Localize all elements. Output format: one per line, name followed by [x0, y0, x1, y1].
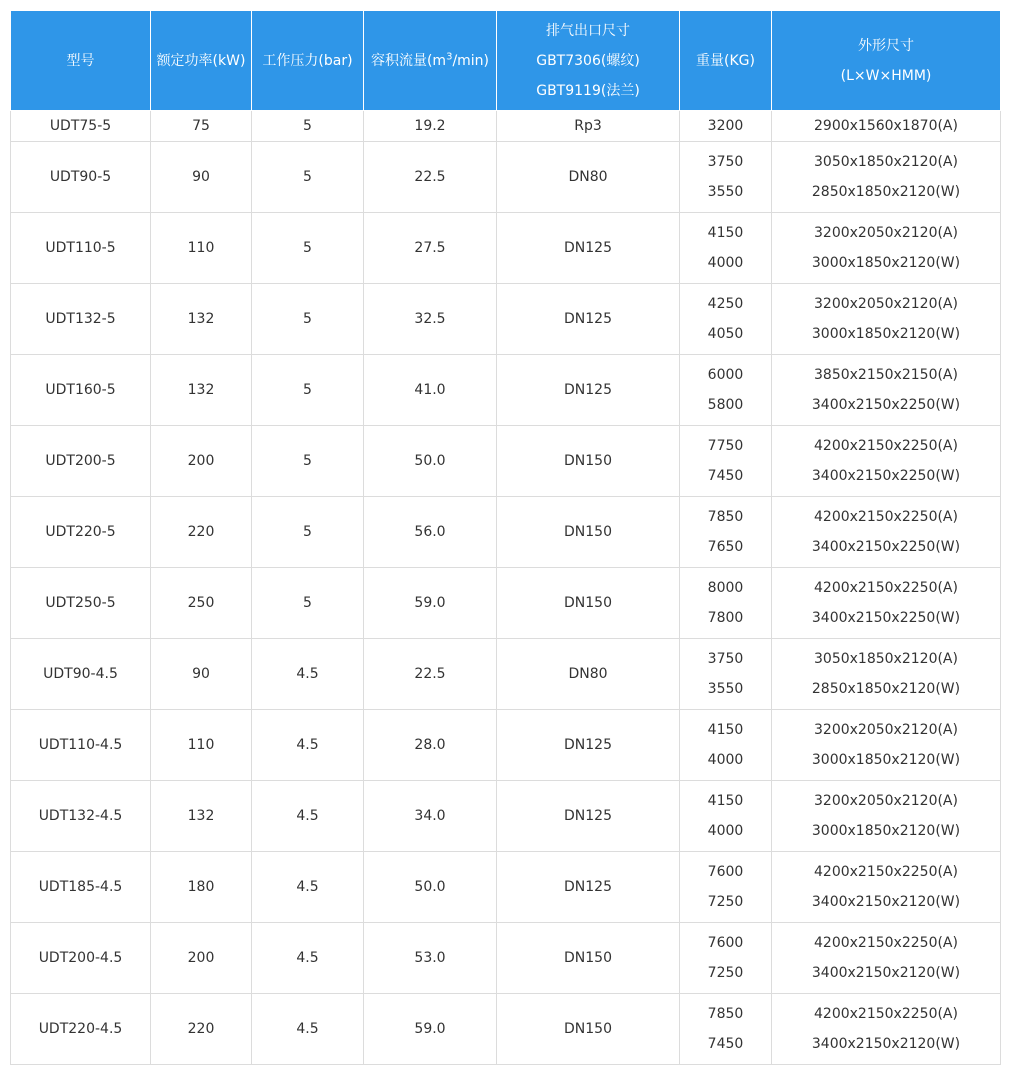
dims-line: 3050x1850x2120(A) [814, 154, 958, 170]
cell-power: 75 [151, 111, 252, 142]
cell-pressure: 4.5 [252, 994, 364, 1065]
weight-line: 7650 [707, 539, 744, 555]
weight-line: 8000 [707, 580, 744, 596]
table-row [11, 639, 1001, 710]
dims-line: 3400x2150x2120(W) [811, 1036, 961, 1052]
cell-weight [680, 497, 772, 568]
weight-line: 5800 [707, 397, 744, 413]
cell-flow: 50.0 [364, 426, 497, 497]
weight-line: 3750 [707, 154, 744, 170]
cell-weight [680, 568, 772, 639]
weight-line: 7800 [707, 610, 744, 626]
cell-model: UDT75-5 [11, 111, 151, 142]
dims-line: 3200x2050x2120(A) [814, 225, 958, 241]
cell-power: 220 [151, 497, 252, 568]
dims-line: 4200x2150x2250(A) [814, 935, 958, 951]
dims-line: 4200x2150x2250(A) [814, 580, 958, 596]
weight-line: 3200 [707, 118, 744, 134]
table-row [11, 213, 1001, 284]
cell-model: UDT250-5 [11, 568, 151, 639]
dims-line: 4200x2150x2250(A) [814, 1006, 958, 1022]
table-row [11, 994, 1001, 1065]
cell-dims [772, 213, 1001, 284]
cell-power: 200 [151, 923, 252, 994]
dims-line: 3000x1850x2120(W) [811, 823, 961, 839]
cell-pressure: 4.5 [252, 781, 364, 852]
dims-line: 2900x1560x1870(A) [814, 118, 958, 134]
cell-model: UDT160-5 [11, 355, 151, 426]
weight-line: 7600 [707, 864, 744, 880]
cell-flow: 22.5 [364, 142, 497, 213]
cell-power: 110 [151, 710, 252, 781]
table-row [11, 142, 1001, 213]
dims-line: 3400x2150x2250(W) [811, 539, 961, 555]
dims-line: 3400x2150x2250(W) [811, 397, 961, 413]
cell-power: 90 [151, 142, 252, 213]
table-row [11, 781, 1001, 852]
table-row [11, 710, 1001, 781]
cell-weight [680, 142, 772, 213]
cell-outlet: DN150 [497, 568, 680, 639]
cell-power: 110 [151, 213, 252, 284]
cell-pressure: 4.5 [252, 852, 364, 923]
spec-table [10, 10, 1001, 1065]
cell-outlet: DN125 [497, 852, 680, 923]
cell-weight [680, 781, 772, 852]
cell-flow: 28.0 [364, 710, 497, 781]
cell-power: 200 [151, 426, 252, 497]
table-row [11, 355, 1001, 426]
header-outlet-line3: GBT9119(法兰) [536, 82, 640, 99]
cell-flow: 53.0 [364, 923, 497, 994]
cell-weight [680, 923, 772, 994]
cell-weight [680, 284, 772, 355]
cell-pressure: 5 [252, 111, 364, 142]
cell-flow: 27.5 [364, 213, 497, 284]
table-row [11, 923, 1001, 994]
weight-line: 4050 [707, 326, 744, 342]
cell-pressure: 4.5 [252, 639, 364, 710]
header-row [11, 11, 1001, 111]
cell-power: 220 [151, 994, 252, 1065]
header-weight: 重量(KG) [680, 11, 772, 111]
table-row [11, 284, 1001, 355]
cell-model: UDT132-4.5 [11, 781, 151, 852]
cell-weight [680, 994, 772, 1065]
header-dims-line1: 外形尺寸 [858, 37, 914, 54]
cell-dims [772, 284, 1001, 355]
weight-line: 7750 [707, 438, 744, 454]
cell-flow: 19.2 [364, 111, 497, 142]
cell-outlet: DN125 [497, 213, 680, 284]
weight-line: 3550 [707, 184, 744, 200]
header-flow [364, 11, 497, 111]
cell-flow: 59.0 [364, 568, 497, 639]
cell-pressure: 5 [252, 213, 364, 284]
cell-flow: 34.0 [364, 781, 497, 852]
cell-model: UDT110-5 [11, 213, 151, 284]
cell-model: UDT200-5 [11, 426, 151, 497]
cell-dims [772, 497, 1001, 568]
dims-line: 3000x1850x2120(W) [811, 752, 961, 768]
cell-weight [680, 852, 772, 923]
cell-weight [680, 710, 772, 781]
weight-line: 4150 [707, 793, 744, 809]
cell-flow: 56.0 [364, 497, 497, 568]
dims-line: 3200x2050x2120(A) [814, 296, 958, 312]
weight-line: 7250 [707, 965, 744, 981]
cell-outlet: DN125 [497, 355, 680, 426]
header-outlet-line1: 排气出口尺寸 [546, 22, 630, 39]
cell-outlet: DN150 [497, 994, 680, 1065]
cell-flow: 22.5 [364, 639, 497, 710]
cell-model: UDT90-5 [11, 142, 151, 213]
weight-line: 7600 [707, 935, 744, 951]
cell-dims [772, 923, 1001, 994]
dims-line: 4200x2150x2250(A) [814, 438, 958, 454]
header-outlet-line2: GBT7306(螺纹) [536, 52, 640, 69]
cell-dims [772, 426, 1001, 497]
dims-line: 4200x2150x2250(A) [814, 864, 958, 880]
weight-line: 4000 [707, 823, 744, 839]
cell-model: UDT220-4.5 [11, 994, 151, 1065]
header-dims [772, 11, 1001, 111]
cell-weight [680, 355, 772, 426]
cell-weight [680, 426, 772, 497]
cell-power: 132 [151, 781, 252, 852]
cell-power: 132 [151, 284, 252, 355]
cell-weight [680, 111, 772, 142]
cell-power: 180 [151, 852, 252, 923]
table-row [11, 852, 1001, 923]
cell-dims [772, 568, 1001, 639]
cell-outlet: DN125 [497, 284, 680, 355]
weight-line: 4150 [707, 722, 744, 738]
weight-line: 7450 [707, 1036, 744, 1052]
table-row [11, 426, 1001, 497]
cell-model: UDT200-4.5 [11, 923, 151, 994]
dims-line: 3400x2150x2250(W) [811, 468, 961, 484]
spec-table-container [10, 10, 1000, 1065]
cell-dims [772, 994, 1001, 1065]
cell-weight [680, 639, 772, 710]
table-header [11, 11, 1001, 111]
cell-pressure: 4.5 [252, 710, 364, 781]
cell-flow: 50.0 [364, 852, 497, 923]
cell-flow: 41.0 [364, 355, 497, 426]
header-outlet [497, 11, 680, 111]
cell-outlet: DN125 [497, 710, 680, 781]
weight-line: 6000 [707, 367, 744, 383]
cell-dims [772, 142, 1001, 213]
cell-outlet: DN150 [497, 497, 680, 568]
header-dims-line2: (L×W×HMM) [840, 67, 932, 84]
header-power: 额定功率(kW) [151, 11, 252, 111]
cell-weight [680, 213, 772, 284]
cell-power: 132 [151, 355, 252, 426]
cell-dims [772, 710, 1001, 781]
cell-pressure: 4.5 [252, 923, 364, 994]
dims-line: 3050x1850x2120(A) [814, 651, 958, 667]
dims-line: 2850x1850x2120(W) [811, 681, 961, 697]
cell-dims [772, 781, 1001, 852]
header-flow-sup: 3 [446, 50, 453, 62]
table-row [11, 568, 1001, 639]
cell-power: 250 [151, 568, 252, 639]
cell-model: UDT185-4.5 [11, 852, 151, 923]
weight-line: 4150 [707, 225, 744, 241]
header-flow-prefix: 容积流量(m [370, 52, 447, 69]
header-flow-suffix: /min) [452, 52, 490, 69]
cell-outlet: DN80 [497, 142, 680, 213]
dims-line: 3000x1850x2120(W) [811, 255, 961, 271]
cell-dims [772, 355, 1001, 426]
cell-outlet: DN125 [497, 781, 680, 852]
weight-line: 4000 [707, 255, 744, 271]
cell-pressure: 5 [252, 426, 364, 497]
dims-line: 3200x2050x2120(A) [814, 793, 958, 809]
cell-model: UDT90-4.5 [11, 639, 151, 710]
table-body [11, 111, 1001, 1065]
cell-outlet: DN150 [497, 923, 680, 994]
weight-line: 7850 [707, 1006, 744, 1022]
cell-outlet: DN150 [497, 426, 680, 497]
header-pressure: 工作压力(bar) [252, 11, 364, 111]
cell-pressure: 5 [252, 568, 364, 639]
cell-power: 90 [151, 639, 252, 710]
cell-dims [772, 852, 1001, 923]
weight-line: 4250 [707, 296, 744, 312]
table-row [11, 497, 1001, 568]
table-row [11, 111, 1001, 142]
weight-line: 7250 [707, 894, 744, 910]
header-model: 型号 [11, 11, 151, 111]
cell-model: UDT110-4.5 [11, 710, 151, 781]
dims-line: 2850x1850x2120(W) [811, 184, 961, 200]
weight-line: 7850 [707, 509, 744, 525]
dims-line: 3400x2150x2120(W) [811, 965, 961, 981]
cell-pressure: 5 [252, 355, 364, 426]
cell-pressure: 5 [252, 284, 364, 355]
weight-line: 3750 [707, 651, 744, 667]
cell-flow: 32.5 [364, 284, 497, 355]
weight-line: 4000 [707, 752, 744, 768]
cell-model: UDT132-5 [11, 284, 151, 355]
cell-outlet: DN80 [497, 639, 680, 710]
cell-dims [772, 639, 1001, 710]
weight-line: 3550 [707, 681, 744, 697]
dims-line: 3000x1850x2120(W) [811, 326, 961, 342]
cell-pressure: 5 [252, 142, 364, 213]
dims-line: 4200x2150x2250(A) [814, 509, 958, 525]
cell-pressure: 5 [252, 497, 364, 568]
dims-line: 3850x2150x2150(A) [814, 367, 958, 383]
cell-outlet: Rp3 [497, 111, 680, 142]
weight-line: 7450 [707, 468, 744, 484]
dims-line: 3400x2150x2120(W) [811, 894, 961, 910]
cell-flow: 59.0 [364, 994, 497, 1065]
cell-dims [772, 111, 1001, 142]
dims-line: 3400x2150x2250(W) [811, 610, 961, 626]
dims-line: 3200x2050x2120(A) [814, 722, 958, 738]
cell-model: UDT220-5 [11, 497, 151, 568]
